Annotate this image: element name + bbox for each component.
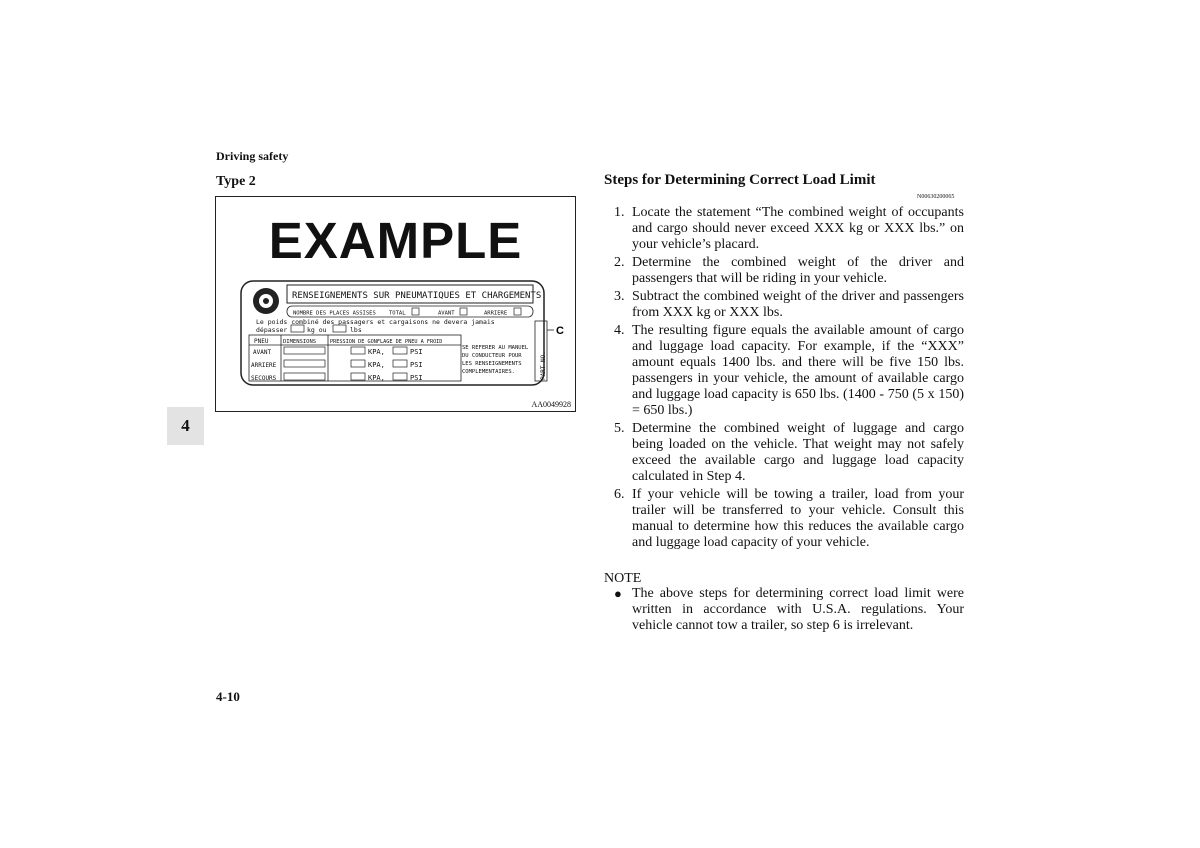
chapter-tab: 4 [167,407,204,445]
note-text: The above steps for determining correct load limit were written in accordance with U.S.A. regulations. Your vehicle cannot tow a trailer, so step 6 is irrelevant. [632,586,964,633]
placard-note-4: COMPLEMENTAIRES. [462,369,515,375]
note-item [614,586,964,634]
example-watermark: EXAMPLE [268,212,523,269]
step-text: Locate the statement “The combined weight of occupants and cargo should never exceed XXX kg or XXX lbs.” on your vehicle’s placard. [632,205,964,252]
step-number: 5. [614,421,625,436]
list-item [614,323,964,419]
weight-depasser: dépasser [256,326,288,334]
psi-secours: PSI [410,374,423,382]
part-no: PART NO. [540,351,547,380]
step-text: The resulting figure equals the available amount of cargo and luggage load capacity. For example, if the “XXX” amount equals 1400 lbs. and there will be five 150 lbs. passengers in your vehicle, the amount of available cargo and luggage load capacity is 650 lbs. (1400 - 750 (5 x 150) = 650 lbs.) [632,323,964,418]
step-text: If your vehicle will be towing a trailer, load from your trailer will be transferred to your vehicle. Consult this manual to determine how this reduces the available cargo and luggage load capacity of your vehicle. [632,487,964,550]
row-avant: AVANT [253,349,272,356]
seats-avant: AVANT [438,310,455,317]
placard-note-3: LES RENSEIGNEMENTS [462,361,522,367]
kpa-arriere: KPA, [368,361,385,369]
step-number: 1. [614,205,625,220]
weight-statement: Le poids combiné des passagers et cargaisons ne devera jamais [256,318,495,326]
col-pneu: PNEU [254,338,269,345]
psi-avant: PSI [410,348,423,356]
list-item [614,421,964,485]
seats-arriere: ARRIERE [484,310,508,317]
weight-kg-ou: kg ou [307,326,327,334]
tire-icon [253,288,279,314]
figure-code: AA0049928 [531,400,571,409]
kpa-secours: KPA, [368,374,385,382]
step-text: Subtract the combined weight of the driver and passengers from XXX kg or XXX lbs. [632,289,964,320]
step-number: 3. [614,289,625,304]
note-label: NOTE [604,571,642,586]
seats-label: NOMBRE DES PLACES ASSISES [293,310,376,317]
section-heading: Steps for Determining Correct Load Limit [604,172,876,188]
weight-lbs: lbs [350,326,362,334]
bullet-icon: ● [614,586,622,601]
figure-type-label: Type 2 [216,174,256,189]
row-arriere: ARRIERE [251,362,277,369]
placard-note-2: DU CONDUCTEUR POUR [462,353,522,359]
seats-total: TOTAL [389,310,406,317]
list-item [614,255,964,287]
page-number: 4-10 [216,689,240,704]
steps-list [614,205,964,553]
list-item [614,205,964,253]
step-text: Determine the combined weight of luggage and cargo being loaded on the vehicle. That weight may not safely exceed the available cargo and luggage load capacity calculated in Step 4. [632,421,964,484]
callout-c: C [556,325,564,337]
col-pression: PRESSION DE GONFLAGE DE PNEU A FROID [330,339,443,345]
step-number: 6. [614,487,625,502]
list-item [614,487,964,551]
placard-note-1: SE REFERER AU MANUEL [462,345,529,351]
list-item [614,289,964,321]
psi-arriere: PSI [410,361,423,369]
row-secours: SECOURS [251,375,277,382]
placard-title: RENSEIGNEMENTS SUR PNEUMATIQUES ET CHARGEMENTS [292,291,542,301]
col-dimensions: DIMENSIONS [283,339,317,345]
placard-figure [215,196,576,412]
reference-code: N00630200065 [917,194,955,200]
kpa-avant: KPA, [368,348,385,356]
section-header: Driving safety [216,149,289,163]
step-number: 4. [614,323,625,338]
step-number: 2. [614,255,625,270]
placard-illustration [216,197,575,411]
step-text: Determine the combined weight of the driver and passengers that will be riding in your vehicle. [632,255,964,286]
